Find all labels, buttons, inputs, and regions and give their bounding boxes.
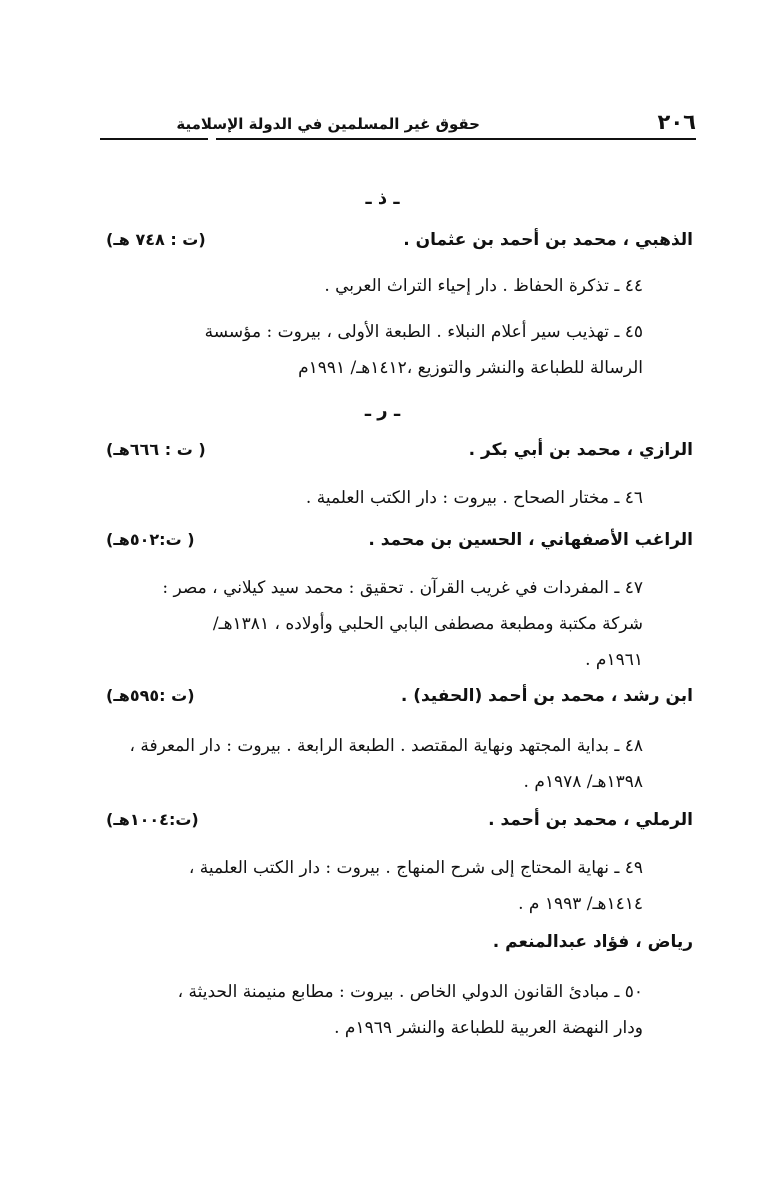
entry-line: ٤٩ ـ نهاية المحتاج إلى شرح المنهاج . بيروت : دار الكتب العلمية ،	[188, 858, 643, 878]
entry-line: ٤٤ ـ تذكرة الحفاظ . دار إحياء التراث العربي .	[324, 276, 643, 296]
entry-line: ١٣٩٨هـ/ ١٩٧٨م .	[523, 772, 643, 792]
author-heading	[100, 230, 693, 260]
author-death-date: (ت :٥٩٥هـ)	[106, 686, 195, 705]
bibliography-entry	[100, 974, 643, 1046]
entry-line: ١٩٦١م .	[585, 650, 643, 670]
author-heading	[100, 530, 693, 560]
section-letter-ra: ـ ر ـ	[364, 400, 401, 421]
entry-line: ٥٠ ـ مبادئ القانون الدولي الخاص . بيروت : مطابع منيمنة الحديثة ،	[177, 982, 643, 1002]
bibliography-entry	[100, 314, 643, 386]
entry-line: شركة مكتبة ومطبعة مصطفى البابي الحلبي وأولاده ، ١٣٨١هـ/	[212, 614, 643, 634]
bibliography-entry	[110, 480, 643, 516]
entry-line: ٤٥ ـ تهذيب سير أعلام النبلاء . الطبعة الأولى ، بيروت : مؤسسة	[204, 322, 643, 342]
author-name: الرملي ، محمد بن أحمد .	[488, 810, 693, 830]
author-death-date: (ت : ٧٤٨ هـ)	[106, 230, 206, 249]
entry-line: ٤٧ ـ المفردات في غريب القرآن . تحقيق : محمد سيد كيلاني ، مصر :	[162, 578, 643, 598]
author-heading	[100, 440, 693, 470]
bibliography-entry	[100, 570, 643, 678]
entry-line: الرسالة للطباعة والنشر والتوزيع ،١٤١٢هـ/ ١٩٩١م	[298, 358, 643, 378]
bibliography-entry	[100, 850, 643, 922]
running-header	[100, 108, 696, 148]
bibliography-entry	[110, 268, 643, 304]
entry-line: ودار النهضة العربية للطباعة والنشر ١٩٦٩م .	[334, 1018, 643, 1038]
author-heading	[100, 932, 693, 962]
author-name: الذهبي ، محمد بن أحمد بن عثمان .	[403, 230, 693, 250]
page-number: ٢٠٦	[652, 110, 696, 134]
section-letter-dhal: ـ ذ ـ	[365, 188, 400, 209]
author-death-date: (ت:١٠٠٤هـ)	[106, 810, 199, 829]
author-name: ابن رشد ، محمد بن أحمد (الحفيد) .	[400, 686, 693, 706]
header-rule	[100, 138, 696, 140]
entry-line: ٤٨ ـ بداية المجتهد ونهاية المقتصد . الطبعة الرابعة . بيروت : دار المعرفة ،	[129, 736, 643, 756]
author-heading	[100, 686, 693, 716]
author-name: الراغب الأصفهاني ، الحسين بن محمد .	[368, 530, 693, 550]
running-title: حقوق غير المسلمين في الدولة الإسلامية	[170, 115, 486, 133]
entry-line: ١٤١٤هـ/ ١٩٩٣ م .	[518, 894, 643, 914]
author-death-date: ( ت:٥٠٢هـ)	[106, 530, 195, 549]
entry-line: ٤٦ ـ مختار الصحاح . بيروت : دار الكتب العلمية .	[305, 488, 643, 508]
author-death-date: ( ت : ٦٦٦هـ)	[106, 440, 206, 459]
author-heading	[100, 810, 693, 840]
author-name: رياض ، فؤاد عبدالمنعم .	[492, 932, 693, 952]
author-name: الرازي ، محمد بن أبي بكر .	[468, 440, 693, 460]
bibliography-entry	[100, 728, 643, 800]
